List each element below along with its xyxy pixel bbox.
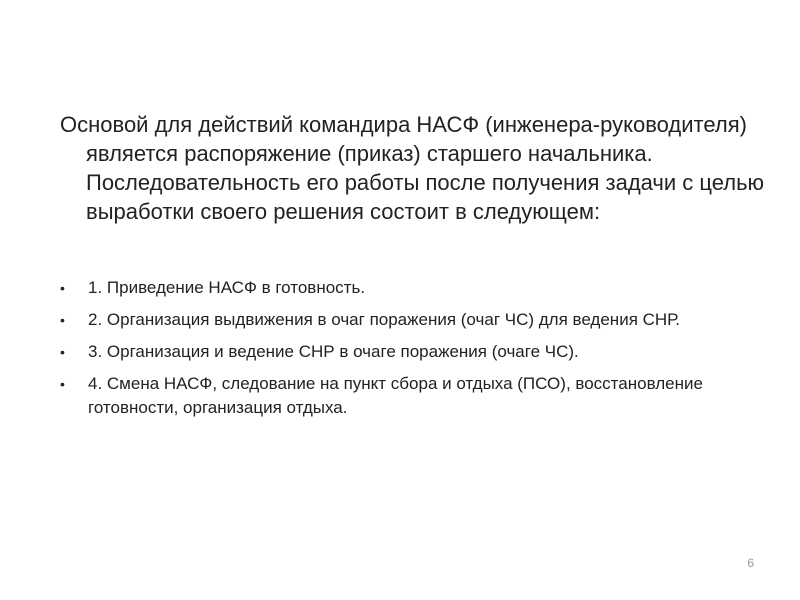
list-item xyxy=(60,308,760,332)
list-item-text: 3. Организация и ведение СНР в очаге поражения (очаге ЧС). xyxy=(88,342,579,361)
list-item-text: 1. Приведение НАСФ в готовность. xyxy=(88,278,366,297)
list-item-text: 2. Организация выдвижения в очаг поражения (очаг ЧС) для ведения СНР. xyxy=(88,310,681,329)
bullet-icon: • xyxy=(60,312,65,328)
bullet-icon: • xyxy=(60,344,65,360)
list-item xyxy=(60,372,760,420)
bullet-list xyxy=(60,276,760,428)
page-number: 6 xyxy=(747,556,754,570)
list-item xyxy=(60,340,760,364)
bullet-icon: • xyxy=(60,376,65,392)
intro-paragraph: Основой для действий командира НАСФ (инженера-руководителя) является распоряжение (приказ) старшего начальника. Последовательность его работы после получения задачи с целью выработки своего решения состоит в следующем: xyxy=(60,112,765,224)
list-item-text: 4. Смена НАСФ, следование на пункт сбора и отдыха (ПСО), восстановление готовности, организация отдыха. xyxy=(88,374,703,417)
bullet-icon: • xyxy=(60,280,65,296)
list-item xyxy=(60,276,760,300)
